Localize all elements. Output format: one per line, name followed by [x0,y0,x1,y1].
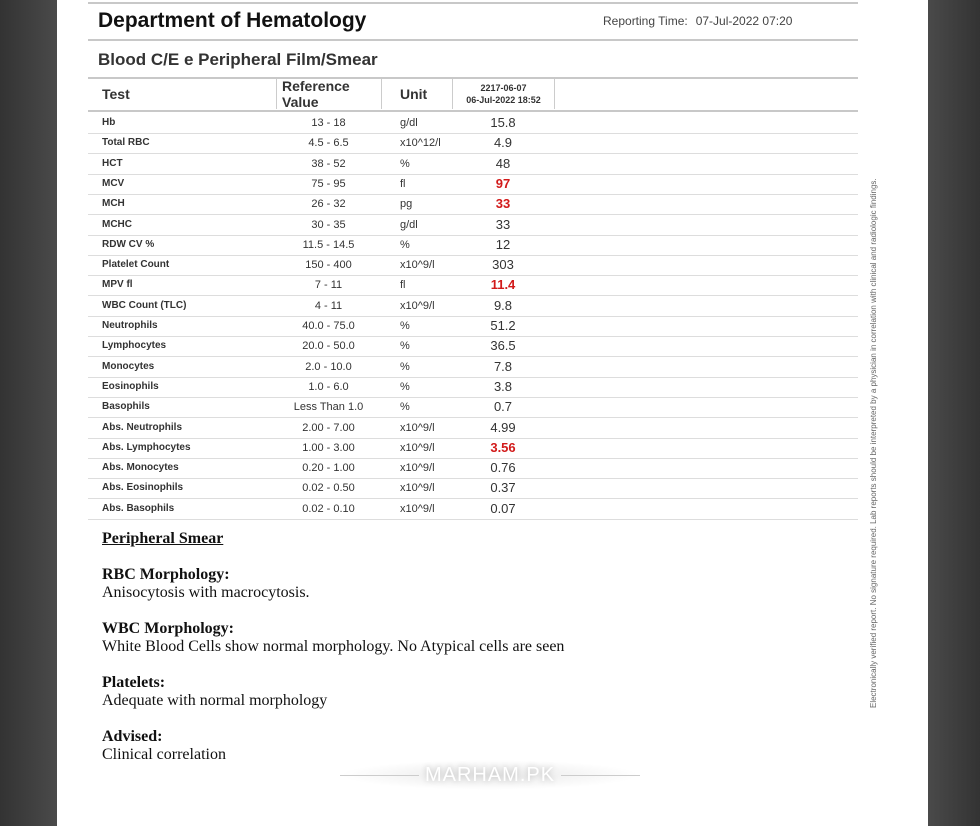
background-left [0,0,57,826]
reference-range: 4 - 11 [314,299,343,312]
table-row [88,397,858,418]
unit: g/dl [400,218,418,231]
result-value: 15.8 [490,115,516,130]
result-value: 48 [495,155,511,171]
divider [88,39,858,41]
unit: g/dl [400,117,418,129]
result-value: 4.99 [490,419,516,435]
reference-range: 1.00 - 3.00 [302,441,355,454]
smear-title: Peripheral Smear [102,530,224,547]
test-name: Total RBC [102,137,150,149]
test-name: Eosinophils [102,380,159,392]
reference-range: 2.0 - 10.0 [305,360,352,373]
table-row [88,377,858,398]
test-name: Abs. Monocytes [102,462,179,474]
reference-range: 0.02 - 0.10 [302,502,355,515]
divider [88,110,858,112]
reference-range: 13 - 18 [311,117,346,129]
unit: x10^9/l [400,441,435,454]
result-value: 36.5 [490,338,516,354]
test-name: WBC Count (TLC) [102,299,187,311]
unit: fl [400,177,406,190]
unit: x10^9/l [400,259,435,272]
table-row [88,275,858,296]
wbc-text: White Blood Cells show normal morphology. No Atypical cells are seen [102,638,565,655]
result-value: 0.37 [490,480,516,496]
result-value: 4.9 [493,135,513,151]
test-name: MPV fl [102,279,133,291]
result-value: 0.07 [490,500,516,516]
table-row [88,194,858,215]
wbc-heading: WBC Morphology: [102,620,234,637]
date-id: 2217-06-07 [480,83,527,93]
test-name: Basophils [102,401,150,413]
advised-heading: Advised: [102,728,163,745]
unit: % [400,401,410,414]
test-name: Abs. Lymphocytes [102,441,191,453]
reporting-time-value: 07-Jul-2022 07:20 [695,14,793,28]
rbc-heading: RBC Morphology: [102,566,230,583]
reference-range: 38 - 52 [311,157,346,170]
col-unit: Unit [382,79,453,109]
table-row [88,235,858,256]
platelets-text: Adequate with normal morphology [102,692,328,709]
reference-range: 0.20 - 1.00 [302,462,355,475]
unit: fl [400,279,406,292]
peripheral-smear [102,530,564,764]
table-row [88,438,858,459]
result-value: 33 [495,216,511,232]
unit: % [400,157,410,170]
table-row [88,458,858,479]
table-row [88,296,858,317]
unit: pg [400,198,413,211]
test-name: Abs. Basophils [102,502,175,514]
test-name: MCH [102,198,125,210]
reference-range: Less Than 1.0 [293,401,364,414]
unit: x10^9/l [400,502,435,515]
divider [88,2,858,4]
date-value: 06-Jul-2022 18:52 [466,95,541,105]
col-test: Test [102,79,277,109]
col-date [453,79,555,109]
reference-range: 0.02 - 0.50 [302,482,355,495]
table-row [88,418,858,439]
result-value: 303 [492,257,514,273]
reference-range: 2.00 - 7.00 [302,421,355,434]
table-row [88,336,858,357]
test-name: Hb [102,117,116,128]
reference-range: 11.5 - 14.5 [302,238,355,251]
reference-range: 4.5 - 6.5 [308,137,349,150]
result-value: 9.8 [493,297,513,313]
result-value: 3.56 [490,439,516,455]
table-row [88,478,858,499]
result-value: 0.76 [490,460,516,476]
unit: x10^9/l [400,482,435,495]
table-row [88,316,858,337]
unit: x10^9/l [400,421,435,434]
test-panel-title: Blood C/E e Peripheral Film/Smear [98,50,378,69]
reference-range: 20.0 - 50.0 [302,340,355,353]
result-value: 33 [495,196,511,212]
reference-range: 7 - 11 [314,279,343,292]
verification-note: Electronically verified report. No signature required. Lab reports should be interpreted by a physician in correlation with clinical and radiologic findings. [869,178,878,708]
reference-range: 26 - 32 [311,198,346,211]
table-row [88,215,858,236]
unit: % [400,238,410,251]
test-name: Lymphocytes [102,340,167,352]
unit: % [400,320,410,332]
platelets-heading: Platelets: [102,674,166,691]
result-value: 51.2 [490,318,516,333]
test-name: HCT [102,157,123,169]
result-value: 12 [495,236,511,252]
advised-text: Clinical correlation [102,746,226,763]
result-value: 3.8 [493,378,513,394]
unit: x10^9/l [400,299,435,312]
test-name: Abs. Neutrophils [102,421,183,433]
test-name: Monocytes [102,360,155,372]
table-row [88,357,858,378]
test-name: Abs. Eosinophils [102,482,184,494]
reference-range: 40.0 - 75.0 [302,320,355,332]
table-row [88,154,858,175]
watermark-text: MARHAM.PK [424,763,556,786]
table-row [88,499,858,520]
test-name: Platelet Count [102,259,170,271]
col-reference: Reference Value [277,79,382,109]
result-value: 0.7 [493,399,513,415]
rbc-text: Anisocytosis with macrocytosis. [102,584,310,601]
unit: % [400,340,410,353]
watermark [340,760,640,790]
table-row [88,255,858,276]
unit: % [400,360,410,373]
reference-range: 150 - 400 [305,259,352,272]
department-title: Department of Hematology [98,9,367,32]
unit: % [400,380,410,393]
test-name: MCV [102,177,125,189]
result-value: 7.8 [493,358,513,374]
reference-range: 30 - 35 [311,218,346,231]
reference-range: 1.0 - 6.0 [308,380,349,393]
reference-range: 75 - 95 [311,177,346,190]
table-row [88,113,858,134]
background-right [928,0,980,826]
result-value: 97 [495,175,511,191]
unit: x10^9/l [400,462,435,475]
unit: x10^12/l [400,137,441,150]
table-row [88,174,858,195]
reporting-time [603,14,792,28]
test-name: MCHC [102,218,132,230]
table-row [88,133,858,154]
reporting-time-label: Reporting Time: [603,14,688,28]
test-name: Neutrophils [102,320,158,331]
result-value: 11.4 [490,277,516,293]
test-name: RDW CV % [102,238,155,250]
